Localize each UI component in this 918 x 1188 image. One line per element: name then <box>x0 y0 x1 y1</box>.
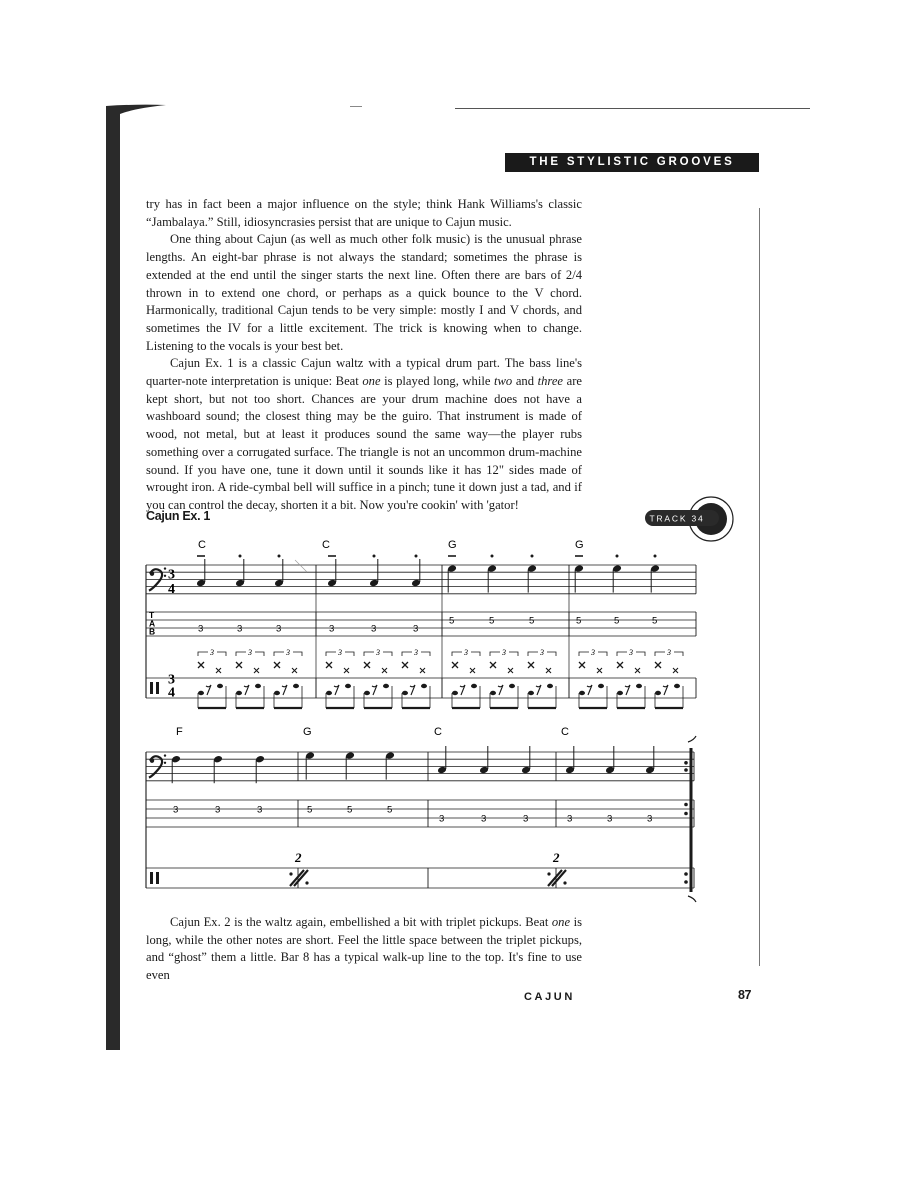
repeat-count: 2 <box>553 850 560 865</box>
tab-fret-number: 5 <box>614 615 620 627</box>
percussion-clef-icon <box>156 872 159 884</box>
triplet-bracket <box>345 652 354 656</box>
drum-note <box>528 691 534 695</box>
drum-note <box>217 684 223 688</box>
eighth-rest-icon <box>372 685 377 695</box>
notation-system-2 <box>146 726 696 902</box>
cymbal-hit-icon <box>579 662 585 668</box>
body-text-bottom <box>146 914 582 985</box>
triplet-number: 3 <box>591 648 595 657</box>
tab-fret-number: 3 <box>567 813 573 825</box>
cymbal-hit-icon <box>274 662 280 668</box>
tab-fret-number: 3 <box>647 813 653 825</box>
cymbal-hit-icon <box>216 668 221 673</box>
notation-system-1 <box>146 539 696 708</box>
tab-fret-number: 5 <box>347 804 353 816</box>
repeat-count: 2 <box>295 850 302 865</box>
tab-fret-number: 5 <box>449 615 455 627</box>
repeat-dot <box>684 803 688 807</box>
repeat-dot <box>684 812 688 816</box>
staccato-dot <box>616 555 619 558</box>
triplet-bracket <box>579 652 589 656</box>
eighth-rest-icon <box>244 685 249 695</box>
tab-fret-number: 3 <box>481 813 487 825</box>
repeat-dot <box>289 872 292 875</box>
percussion-clef-icon <box>150 682 153 694</box>
drum-note <box>636 684 642 688</box>
staccato-dot <box>531 555 534 558</box>
tab-fret-number: 3 <box>439 813 445 825</box>
drum-note <box>383 684 389 688</box>
drum-note <box>617 691 623 695</box>
triplet-bracket <box>421 652 430 656</box>
time-signature-top: 3 <box>168 672 175 688</box>
section-banner: THE STYLISTIC GROOVES <box>505 153 759 172</box>
drum-note <box>598 684 604 688</box>
drum-note <box>509 684 515 688</box>
triplet-bracket <box>509 652 518 656</box>
tab-fret-number: 3 <box>413 623 419 635</box>
drum-note <box>255 684 261 688</box>
tab-fret-number: 5 <box>529 615 535 627</box>
triplet-bracket <box>364 652 374 656</box>
tab-fret-number: 5 <box>387 804 393 816</box>
triplet-number: 3 <box>286 648 290 657</box>
repeat-dot <box>305 881 308 884</box>
repeat-dot <box>684 761 688 765</box>
triplet-bracket <box>255 652 264 656</box>
triplet-number: 3 <box>248 648 252 657</box>
triplet-number: 3 <box>376 648 380 657</box>
staccato-dot <box>491 555 494 558</box>
cymbal-hit-icon <box>470 668 475 673</box>
chord-symbol: G <box>303 726 312 738</box>
repeat-dot <box>684 872 688 876</box>
cymbal-hit-icon <box>292 668 297 673</box>
triplet-bracket <box>674 652 683 656</box>
drum-note <box>402 691 408 695</box>
triplet-bracket <box>293 652 302 656</box>
cymbal-hit-icon <box>344 668 349 673</box>
paragraph-1: try has in fact been a major influence on the style; think Hank Williams's classic “Jambalaya.” Still, idiosyncrasies persist that are unique to Cajun music. <box>146 197 582 229</box>
cymbal-hit-icon <box>635 668 640 673</box>
repeat-dot <box>547 872 550 875</box>
repeat-bracket <box>688 896 696 902</box>
staccato-dot <box>654 555 657 558</box>
eighth-rest-icon <box>282 685 287 695</box>
eighth-rest-icon <box>334 685 339 695</box>
page-number: 87 <box>738 988 751 1002</box>
drum-note <box>421 684 427 688</box>
tab-fret-number: 3 <box>173 804 179 816</box>
triplet-bracket <box>217 652 226 656</box>
paragraph-4: Cajun Ex. 2 is the waltz again, embellished a bit with triplet pickups. Beat one is long, while the other notes are short. Feel the little space between the triplet pickups, and “ghost” them a little. Bar 8 has a typical walk-up line to the top. It's fine to use even <box>146 915 582 983</box>
triplet-number: 3 <box>338 648 342 657</box>
chord-symbol: C <box>561 726 569 738</box>
cymbal-hit-icon <box>673 668 678 673</box>
eighth-rest-icon <box>587 685 592 695</box>
tab-letter: B <box>149 626 156 637</box>
cymbal-hit-icon <box>597 668 602 673</box>
tab-fret-number: 5 <box>576 615 582 627</box>
time-signature-top: 3 <box>168 567 175 583</box>
cymbal-hit-icon <box>420 668 425 673</box>
triplet-bracket <box>490 652 500 656</box>
bass-clef-dot <box>164 567 166 569</box>
triplet-number: 3 <box>629 648 633 657</box>
drum-note <box>547 684 553 688</box>
track-label: TRACK 34 <box>649 513 705 524</box>
eighth-rest-icon <box>460 685 465 695</box>
triplet-bracket <box>402 652 412 656</box>
triplet-bracket <box>383 652 392 656</box>
repeat-dot <box>684 880 688 884</box>
cymbal-hit-icon <box>198 662 204 668</box>
cymbal-hit-icon <box>382 668 387 673</box>
cymbal-hit-icon <box>452 662 458 668</box>
eighth-rest-icon <box>498 685 503 695</box>
bass-clef-dot <box>164 762 166 764</box>
drum-note <box>198 691 204 695</box>
tab-fret-number: 5 <box>307 804 313 816</box>
drum-note <box>326 691 332 695</box>
cymbal-hit-icon <box>254 668 259 673</box>
paragraph-2: One thing about Cajun (as well as much other folk music) is the unusual phrase lengths. An eight-bar phrase is not always the standard; sometimes the phrase is extended at the end until the singer starts the next line. Often there are bars of 2/4 thrown in to extend one chord, or perhaps as a quick bounce to the V chord. Harmonically, traditional Cajun tends to be very simple: mostly I and V chords, and sometimes the IV for a little excitement. The trick is knowing when to change. Listening to the vocals is your best bet. <box>146 232 582 353</box>
paragraph-3: Cajun Ex. 1 is a classic Cajun waltz with a typical drum part. The bass line's quarter-note interpretation is unique: Beat one is played long, while two and three are kept short, but not too short. Chances are your drum machine does not have a washboard sound; the closest thing may be the guiro. That instrument is made of wood, not metal, but at least it produces sound the same way—the player rubs something over a corrugated surface. The triangle is not an uncommon drum-machine sound. If you have one, tune it down until it sounds like it has 12" sides made of wrought iron. A ride-cymbal bell will suffice in a pinch; tune it down just a tad, and if you can control the decay, shorten it a bit. Now you're cookin' with 'gator! <box>146 356 582 512</box>
tab-letter: A <box>149 618 156 629</box>
triplet-bracket <box>547 652 556 656</box>
triplet-bracket <box>198 652 208 656</box>
cymbal-hit-icon <box>402 662 408 668</box>
cymbal-hit-icon <box>364 662 370 668</box>
time-signature-bottom: 4 <box>168 685 175 701</box>
example-title: Cajun Ex. 1 <box>146 509 211 523</box>
triplet-number: 3 <box>540 648 544 657</box>
drum-note <box>293 684 299 688</box>
staccato-dot <box>373 555 376 558</box>
drum-note <box>655 691 661 695</box>
drum-note <box>579 691 585 695</box>
triplet-number: 3 <box>667 648 671 657</box>
triplet-bracket <box>326 652 336 656</box>
drum-note <box>274 691 280 695</box>
cymbal-hit-icon <box>617 662 623 668</box>
triplet-bracket <box>655 652 665 656</box>
tab-fret-number: 3 <box>276 623 282 635</box>
triplet-bracket <box>528 652 538 656</box>
drum-note <box>674 684 680 688</box>
drum-note <box>236 691 242 695</box>
slur-mark <box>295 560 307 572</box>
chord-symbol: G <box>448 539 457 551</box>
percussion-clef-icon <box>156 682 159 694</box>
eighth-rest-icon <box>663 685 668 695</box>
cymbal-hit-icon <box>528 662 534 668</box>
staccato-dot <box>239 555 242 558</box>
eighth-rest-icon <box>625 685 630 695</box>
chord-symbol: C <box>198 539 206 551</box>
cymbal-hit-icon <box>508 668 513 673</box>
eighth-rest-icon <box>410 685 415 695</box>
cymbal-hit-icon <box>546 668 551 673</box>
percussion-clef-icon <box>150 872 153 884</box>
chord-symbol: C <box>322 539 330 551</box>
repeat-dot <box>684 768 688 772</box>
tab-fret-number: 3 <box>198 623 204 635</box>
triplet-bracket <box>471 652 480 656</box>
chord-symbol: F <box>176 726 183 738</box>
drum-note <box>490 691 496 695</box>
staccato-dot <box>415 555 418 558</box>
cymbal-hit-icon <box>655 662 661 668</box>
repeat-dot <box>563 881 566 884</box>
tab-fret-number: 3 <box>257 804 263 816</box>
bass-clef-dot <box>150 758 154 762</box>
footer-chapter: CAJUN <box>524 991 575 1003</box>
tab-fret-number: 3 <box>523 813 529 825</box>
triplet-bracket <box>598 652 607 656</box>
repeat-bracket <box>688 736 696 742</box>
chord-symbol: C <box>434 726 442 738</box>
chord-symbol: G <box>575 539 584 551</box>
drum-note <box>452 691 458 695</box>
cymbal-hit-icon <box>490 662 496 668</box>
tab-letter: T <box>149 610 155 620</box>
drum-note <box>345 684 351 688</box>
cymbal-hit-icon <box>326 662 332 668</box>
triplet-number: 3 <box>464 648 468 657</box>
tab-fret-number: 3 <box>607 813 613 825</box>
eighth-rest-icon <box>206 685 211 695</box>
staccato-dot <box>278 555 281 558</box>
tab-fret-number: 3 <box>237 623 243 635</box>
bass-clef-dot <box>150 571 154 575</box>
triplet-number: 3 <box>414 648 418 657</box>
eighth-rest-icon <box>536 685 541 695</box>
bass-clef-dot <box>164 754 166 756</box>
tab-fret-number: 3 <box>215 804 221 816</box>
drum-note <box>471 684 477 688</box>
triplet-bracket <box>236 652 246 656</box>
triplet-bracket <box>636 652 645 656</box>
cymbal-hit-icon <box>236 662 242 668</box>
tab-fret-number: 3 <box>371 623 377 635</box>
triplet-bracket <box>452 652 462 656</box>
drum-note <box>364 691 370 695</box>
tab-fret-number: 5 <box>489 615 495 627</box>
tab-fret-number: 3 <box>329 623 335 635</box>
triplet-number: 3 <box>502 648 506 657</box>
time-signature-bottom: 4 <box>168 582 175 598</box>
triplet-bracket <box>617 652 627 656</box>
tab-fret-number: 5 <box>652 615 658 627</box>
bass-clef-dot <box>164 575 166 577</box>
triplet-number: 3 <box>210 648 214 657</box>
triplet-bracket <box>274 652 284 656</box>
